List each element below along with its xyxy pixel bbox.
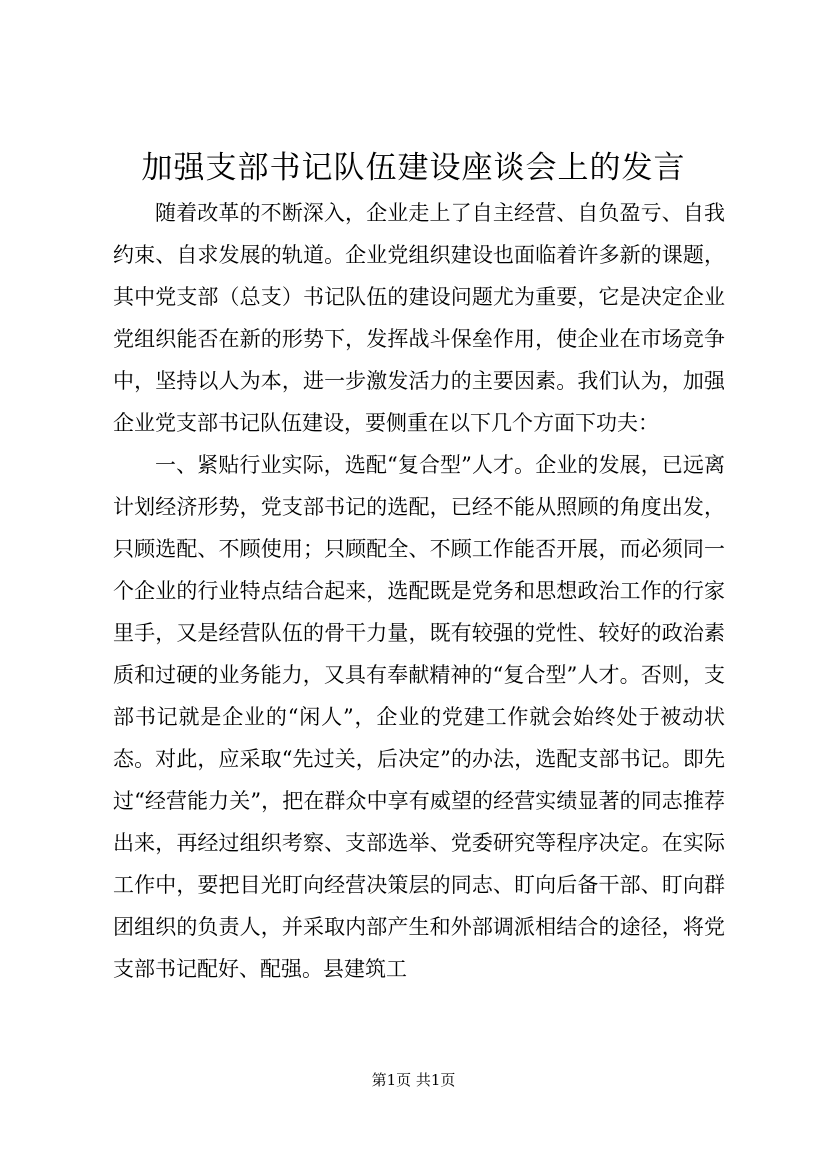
paragraph-section-one: 一、紧贴行业实际，选配“复合型”人才。企业的发展，已远离计划经济形势，党支部书记的选配，已经不能从照顾的角度出发，只顾选配、不顾使用；只顾配全、不顾工作能否开展，而必须同一个企业的行业特点结合起来，选配既是党务和思想政治工作的行家里手，又是经营队伍的骨干力量，既有较强的党性、较好的政治素质和过硬的业务能力，又具有奉献精神的“复合型”人才。否则，支部书记就是企业的“闲人”，企业的党建工作就会始终处于被动状态。对此，应采取“先过关，后决定”的办法，选配支部书记。即先过“经营能力关”，把在群众中享有威望的经营实绩显著的同志推荐出来，再经过组织考察、支部选举、党委研究等程序决定。在实际工作中，要把目光盯向经营决策层的同志、盯向后备干部、盯向群团组织的负责人，并采取内部产生和外部调派相结合的途径，将党支部书记配好、配强。县建筑工 [113, 453, 725, 981]
page-footer: 第1页 共1页 [371, 1071, 456, 1089]
document-body [113, 192, 725, 990]
paragraph-intro: 随着改革的不断深入，企业走上了自主经营、自负盈亏、自我约束、自求发展的轨道。企业党组织建设也面临着许多新的课题，其中党支部（总支）书记队伍的建设问题尤为重要，它是决定企业党组织能否在新的形势下，发挥战斗保垒作用，使企业在市场竞争中，坚持以人为本，进一步激发活力的主要因素。我们认为，加强企业党支部书记队伍建设，要侧重在以下几个方面下功夫： [113, 201, 725, 435]
document-title: 加强支部书记队伍建设座谈会上的发言 [141, 150, 686, 186]
